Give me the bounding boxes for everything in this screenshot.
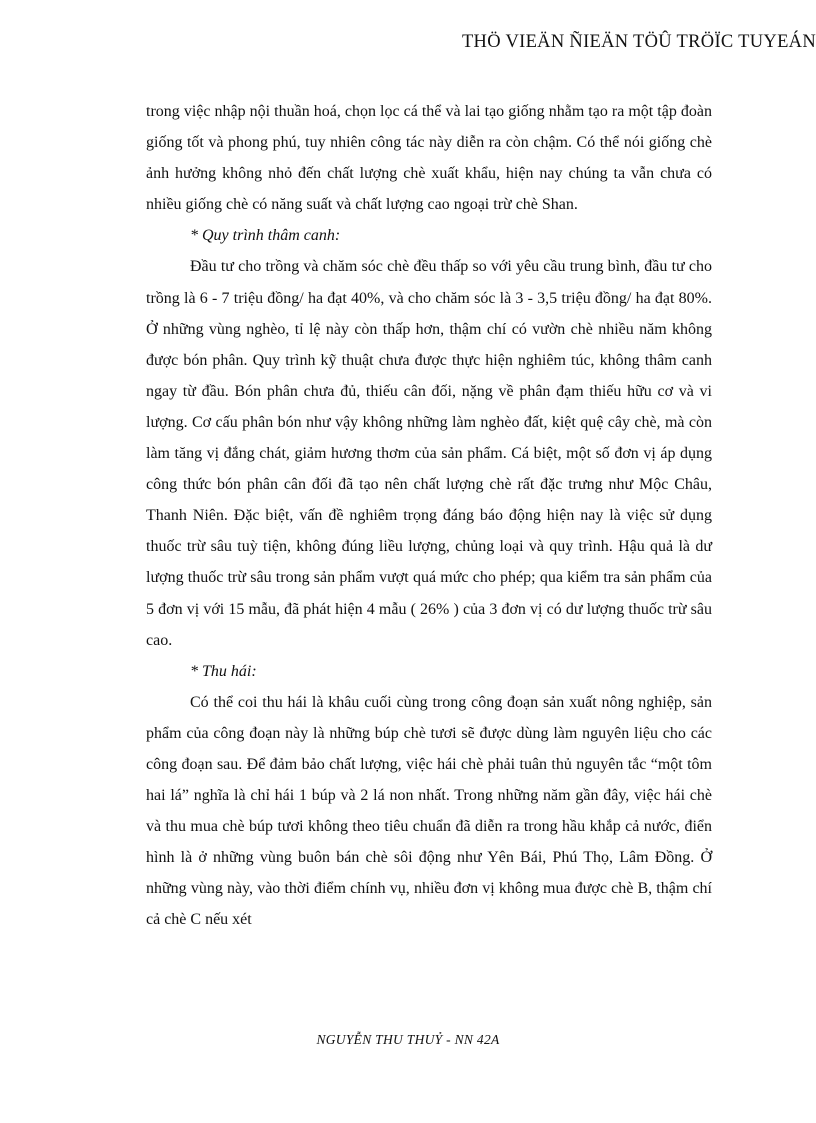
page-header: THÖ VIEÄN ÑIEÄN TÖÛ TRÖÏC TUYEÁN [461,32,816,52]
paragraph-intensive-process: Đầu tư cho trồng và chăm sóc chè đều thấp so với yêu cầu trung bình, đầu tư cho trồng là 6 - 7 triệu đồng/ ha đạt 40%, và cho chăm sóc là 3 - 3,5 triệu đồng/ ha đạt 80%. Ở những vùng nghèo, tỉ lệ này còn thấp hơn, thậm chí có vườn chè nhiều năm không được bón phân. Quy trình kỹ thuật chưa được thực hiện nghiêm túc, không thâm canh ngay từ đầu. Bón phân chưa đủ, thiếu cân đối, nặng về phân đạm thiếu hữu cơ và vi lượng. Cơ cấu phân bón như vậy không những làm nghèo đất, kiệt quệ cây chè, mà còn làm tăng vị đắng chát, giảm hương thơm của sản phẩm. Cá biệt, một số đơn vị áp dụng công thức bón phân cân đối đã tạo nên chất lượng chè rất đặc trưng như Mộc Châu, Thanh Niên. Đặc biệt, vấn đề nghiêm trọng đáng báo động hiện nay là việc sử dụng thuốc trừ sâu tuỳ tiện, không đúng liều lượng, chủng loại và quy trình. Hậu quả là dư lượng thuốc trừ sâu trong sản phẩm vượt quá mức cho phép; qua kiểm tra sản phẩm của 5 đơn vị với 15 mẫu, đã phát hiện 4 mẫu ( 26% ) của 3 đơn vị có dư lượng thuốc trừ sâu cao. [146,258,712,649]
subheading-intensive-process: * Quy trình thâm canh: [190,227,341,245]
page-footer: NGUYỄN THU THUỶ - NN 42A [316,1032,500,1047]
subheading-harvesting: * Thu hái: [190,662,257,680]
document-body [146,96,712,936]
paragraph-intro: trong việc nhập nội thuần hoá, chọn lọc cá thể và lai tạo giống nhằm tạo ra một tập đoàn giống tốt và phong phú, tuy nhiên công tác này diễn ra còn chậm. Có thể nói giống chè ảnh hưởng không nhỏ đến chất lượng chè xuất khẩu, hiện nay chúng ta vẫn chưa có nhiều giống chè có năng suất và chất lượng cao ngoại trừ chè Shan. [146,103,712,214]
paragraph-harvesting: Có thể coi thu hái là khâu cuối cùng trong công đoạn sản xuất nông nghiệp, sản phẩm của công đoạn này là những búp chè tươi sẽ được dùng làm nguyên liệu cho các công đoạn sau. Để đảm bảo chất lượng, việc hái chè phải tuân thủ nguyên tắc “một tôm hai lá” nghĩa là chỉ hái 1 búp và 2 lá non nhất. Trong những năm gần đây, việc hái chè và thu mua chè búp tươi không theo tiêu chuẩn đã diễn ra trong hầu khắp cả nước, điển hình là ở những vùng buôn bán chè sôi động như Yên Bái, Phú Thọ, Lâm Đồng. Ở những vùng này, vào thời điểm chính vụ, nhiều đơn vị không mua được chè B, thậm chí cả chè C nếu xét [146,693,712,929]
